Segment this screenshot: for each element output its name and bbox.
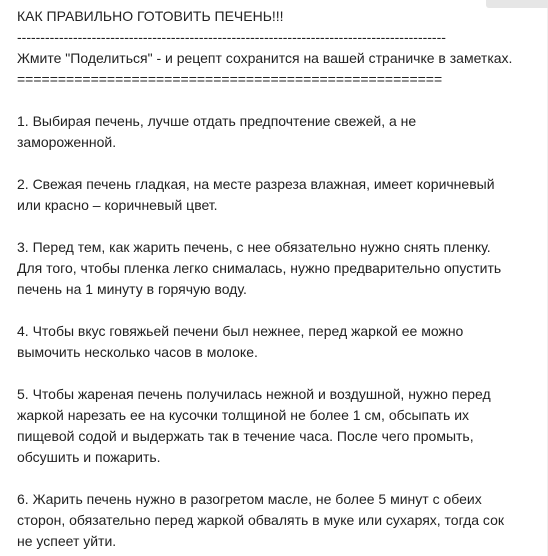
- tip-2: [17, 174, 537, 216]
- tip-3: [17, 237, 537, 300]
- tip-line: 1. Выбирая печень, лучше отдать предпочтение свежей, а не: [17, 113, 417, 129]
- tip-1: [17, 111, 537, 153]
- scrollbar-thumb[interactable]: [486, 0, 548, 8]
- post-title: КАК ПРАВИЛЬНО ГОТОВИТЬ ПЕЧЕНЬ!!!: [17, 8, 284, 24]
- tip-line: Для того, чтобы пленка легко снималась, нужно предварительно опустить: [17, 260, 502, 276]
- tip-line: обсушить и пожарить.: [17, 449, 161, 465]
- tip-line: жаркой нарезать ее на кусочки толщиной не более 1 см, обсыпать их: [17, 407, 470, 423]
- tip-6: [17, 489, 537, 552]
- post-text: [17, 0, 537, 552]
- tip-line: 4. Чтобы вкус говяжьей печени был нежнее, перед жаркой ее можно: [17, 323, 464, 339]
- tip-line: 6. Жарить печень нужно в разогретом масле, не более 5 минут с обеих: [17, 491, 482, 507]
- tip-line: замороженной.: [17, 134, 117, 150]
- tip-line: пищевой содой и выдержать так в течение часа. После чего промыть,: [17, 428, 474, 444]
- tip-4: [17, 321, 537, 363]
- tip-line: или красно – коричневый цвет.: [17, 197, 218, 213]
- separator-dashes: --------------------------------------------------------------------------------------------: [17, 29, 446, 45]
- share-note: Жмите "Поделиться" - и рецепт сохранится на вашей страничке в заметках.: [17, 50, 513, 66]
- tip-line: печень на 1 минуту в горячую воду.: [17, 281, 247, 297]
- tip-line: не успеет уйти.: [17, 533, 117, 549]
- tip-line: вымочить несколько часов в молоке.: [17, 344, 258, 360]
- tip-line: 2. Свежая печень гладкая, на месте разреза влажная, имеет коричневый: [17, 176, 495, 192]
- tip-line: 3. Перед тем, как жарить печень, с нее обязательно нужно снять пленку.: [17, 239, 491, 255]
- tip-5: [17, 384, 537, 468]
- separator-equals: ====================================================: [17, 71, 443, 87]
- tip-line: сторон, обязательно перед жаркой обвалять в муке или сухарях, тогда сок: [17, 512, 504, 528]
- tip-line: 5. Чтобы жареная печень получилась нежной и воздушной, нужно перед: [17, 386, 491, 402]
